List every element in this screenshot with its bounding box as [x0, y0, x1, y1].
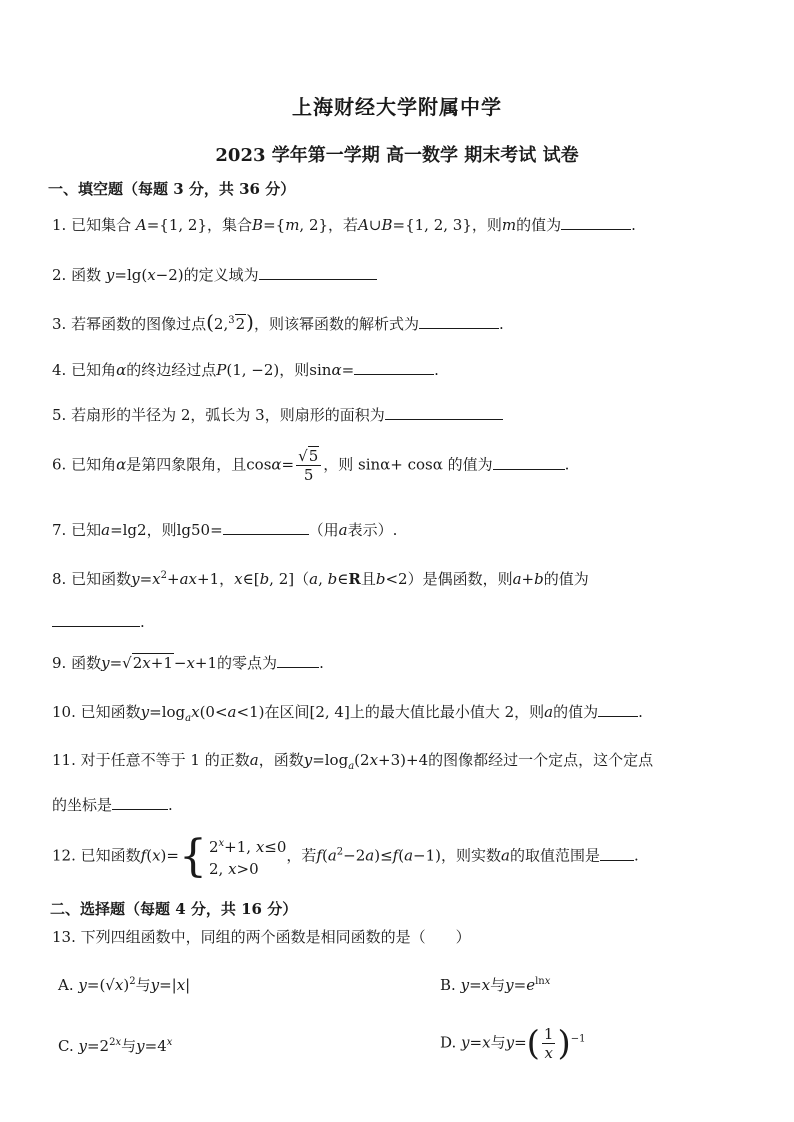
question-4: 4. 已知角α的终边经过点P(1, −2)，则sinα= . — [52, 361, 439, 379]
question-8: 8. 已知函数$y=x^2+ax+1$，x∈[b, 2]（a, b∈R且b<2）是偶函数，则a+b的值为 — [52, 570, 589, 588]
exam-title: 2023 学年第一学期 高一数学 期末考试 试卷 — [215, 145, 579, 166]
section-fill-heading: 一、填空题（每题 3 分，共 36 分） — [48, 180, 296, 198]
school-name: 上海财经大学附属中学 — [292, 95, 502, 119]
question-10: 10. 已知函数$y=\log_ax(0<a<1)$在区间[2, 4]上的最大值比最小值大 2，则a的值为 . — [52, 703, 643, 724]
question-2: 2. 函数 y=lg(x−2)的定义域为 — [52, 265, 377, 285]
question-11-cont: 的坐标是 . — [52, 796, 173, 814]
option-c[interactable]: C. $y=2^{2x}$与$y=4^x$ — [58, 1037, 173, 1055]
option-a[interactable]: A. $y=(√x)^2$与y=|x| — [58, 976, 191, 994]
question-7: 7. 已知a=lg2，则lg50= （用a表示）. — [52, 521, 398, 539]
question-8-answer: . — [52, 612, 145, 632]
question-13: 13. 下列四组函数中，同组的两个函数是相同函数的是（ ） — [52, 928, 471, 946]
question-1: 1. 已知集合 A={1, 2}，集合B={m, 2}，若A∪B={1, 2, 3}，则m的值为 . — [52, 216, 636, 234]
question-3: 3. 若幂函数的图像过点(2,$^3$2)，则该幂函数的解析式为 . — [52, 310, 504, 334]
section-choice-heading: 二、选择题（每题 4 分，共 16 分） — [50, 900, 298, 918]
question-9: 9. 函数y=√2x+1−x+1的零点为 . — [52, 654, 324, 672]
option-d[interactable]: D. y=x与y=( $\frac{1}{x}$ )$^{-1}$ — [440, 1023, 586, 1064]
question-12: 12. 已知函数f(x)={ $2^x+1$, x≤0 2, x>0 ，若$f(a^2-2a)\le f(a-1)$，则实数a的取值范围是 . — [52, 830, 639, 882]
question-6: 6. 已知角α是第四象限角，且cosα= $\frac{√5}{5}$ ，则 sinα+ cosα 的值为 . — [52, 447, 570, 484]
option-b[interactable]: B. y=x与$y=e^{lnx}$ — [440, 976, 551, 994]
question-11: 11. 对于任意不等于 1 的正数a，函数$y=\log_a(2x+3)+4$的图像都经过一个定点，这个定点 — [52, 751, 654, 772]
question-5: 5. 若扇形的半径为 2，弧长为 3，则扇形的面积为 — [52, 405, 503, 425]
